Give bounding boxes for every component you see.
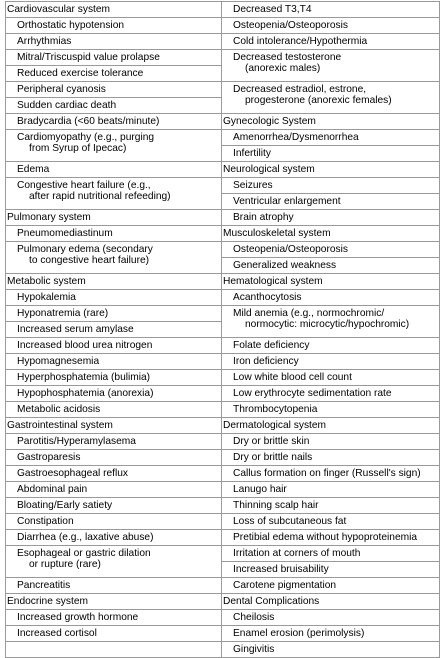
- left-section-header: [6, 594, 222, 610]
- left-list-item: [6, 50, 222, 66]
- left-list-item: [6, 402, 222, 418]
- right-list-item: [222, 546, 440, 562]
- right-list-item: [222, 338, 440, 354]
- right-section-header: [222, 274, 440, 290]
- table-row: [6, 130, 440, 146]
- cell-text-continued: (anorexic males): [245, 63, 321, 74]
- cell-text: Folate deficiency: [233, 340, 310, 351]
- right-list-item: [222, 370, 440, 386]
- cell-text: Irritation at corners of mouth: [233, 548, 361, 559]
- left-list-item: [6, 434, 222, 450]
- cell-text: Hypokalemia: [17, 292, 76, 303]
- right-list-item: [222, 642, 440, 658]
- cell-text: Pretibial edema without hypoproteinemia: [233, 532, 418, 543]
- table-row: [6, 82, 440, 98]
- right-list-item: [222, 434, 440, 450]
- left-list-item: [6, 178, 222, 210]
- left-section-header: [6, 418, 222, 434]
- left-list-item: [6, 306, 222, 322]
- right-list-item: [222, 18, 440, 34]
- cell-text: Carotene pigmentation: [233, 580, 337, 591]
- cell-text: Decreased testosterone: [233, 52, 342, 63]
- cell-text: Increased growth hormone: [17, 612, 139, 623]
- cell-text-continued: normocytic: microcytic/hypochromic): [245, 319, 410, 330]
- left-list-item: [6, 242, 222, 274]
- cell-text: Pulmonary system: [7, 212, 91, 223]
- cell-text-continued: to congestive heart failure): [29, 255, 150, 266]
- table-row: [6, 578, 440, 594]
- left-list-item: [6, 466, 222, 482]
- table-row: [6, 402, 440, 418]
- right-list-item: [222, 210, 440, 226]
- left-section-header: [6, 2, 222, 18]
- left-list-item: [6, 370, 222, 386]
- cell-text: Thinning scalp hair: [233, 500, 319, 511]
- table-row: [6, 642, 440, 658]
- cell-text: Callus formation on finger (Russell's sign): [233, 468, 421, 479]
- cell-text: Decreased T3,T4: [233, 4, 312, 15]
- cell-text: Generalized weakness: [233, 260, 337, 271]
- left-section-header: [6, 210, 222, 226]
- table-row: [6, 354, 440, 370]
- cell-text: Gastrointestinal system: [7, 420, 113, 431]
- right-list-item: [222, 482, 440, 498]
- left-list-item: [6, 162, 222, 178]
- left-list-item: [6, 34, 222, 50]
- cell-text: Gingivitis: [233, 644, 275, 655]
- cell-text: Diarrhea (e.g., laxative abuse): [17, 532, 154, 543]
- cell-text-continued: after rapid nutritional refeeding): [29, 191, 171, 202]
- table-row: [6, 434, 440, 450]
- cell-text: Hyperphosphatemia (bulimia): [17, 372, 151, 383]
- table-row: [6, 210, 440, 226]
- cell-text: Pulmonary edema (secondary: [17, 244, 153, 255]
- left-list-item: [6, 290, 222, 306]
- table-row: [6, 2, 440, 18]
- left-list-item: [6, 450, 222, 466]
- table-row: [6, 338, 440, 354]
- cell-text: Loss of subcutaneous fat: [233, 516, 347, 527]
- left-list-item: [6, 114, 222, 130]
- cell-text: Osteopenia/Osteoporosis: [233, 244, 348, 255]
- table-row: [6, 306, 440, 322]
- cell-text: Dermatological system: [223, 420, 327, 431]
- cell-text: Hypophosphatemia (anorexia): [17, 388, 154, 399]
- cell-text: Metabolic acidosis: [17, 404, 101, 415]
- cell-text: Increased blood urea nitrogen: [17, 340, 153, 351]
- cell-text: Dental Complications: [223, 596, 320, 607]
- right-list-item: [222, 530, 440, 546]
- cell-text: Pneumomediastinum: [17, 228, 113, 239]
- left-empty-cell: [6, 642, 222, 658]
- left-list-item: [6, 322, 222, 338]
- table-row: [6, 610, 440, 626]
- table-row: [6, 418, 440, 434]
- right-list-item: [222, 146, 440, 162]
- cell-text: Hyponatremia (rare): [17, 308, 109, 319]
- left-list-item: [6, 18, 222, 34]
- left-list-item: [6, 66, 222, 82]
- table-row: [6, 178, 440, 194]
- cell-text: Cheilosis: [233, 612, 275, 623]
- right-list-item: [222, 290, 440, 306]
- cell-text: Hematological system: [223, 276, 323, 287]
- cell-text: Parotitis/Hyperamylasema: [17, 436, 136, 447]
- right-list-item: [222, 50, 440, 82]
- right-list-item: [222, 178, 440, 194]
- right-section-header: [222, 594, 440, 610]
- cell-text: Cardiomyopathy (e.g., purging: [17, 132, 155, 143]
- table-row: [6, 514, 440, 530]
- cell-text: Gastroesophageal reflux: [17, 468, 128, 479]
- cell-text: Mitral/Triscuspid value prolapse: [17, 52, 160, 63]
- cell-text: Increased cortisol: [17, 628, 97, 639]
- cell-text: Seizures: [233, 180, 273, 191]
- cell-text: Arrhythmias: [17, 36, 72, 47]
- cell-text: Sudden cardiac death: [17, 100, 117, 111]
- left-list-item: [6, 386, 222, 402]
- right-list-item: [222, 562, 440, 578]
- left-list-item: [6, 530, 222, 546]
- right-list-item: [222, 130, 440, 146]
- right-list-item: [222, 242, 440, 258]
- cell-text: Low white blood cell count: [233, 372, 352, 383]
- cell-text: Constipation: [17, 516, 74, 527]
- left-list-item: [6, 354, 222, 370]
- right-list-item: [222, 2, 440, 18]
- right-list-item: [222, 514, 440, 530]
- cell-text: Gynecologic System: [223, 116, 316, 127]
- cell-text: Musculoskeletal system: [223, 228, 331, 239]
- cell-text: Brain atrophy: [233, 212, 294, 223]
- cell-text: Metabolic system: [7, 276, 86, 287]
- right-list-item: [222, 626, 440, 642]
- cell-text: Lanugo hair: [233, 484, 287, 495]
- right-list-item: [222, 354, 440, 370]
- cell-text: Increased serum amylase: [17, 324, 134, 335]
- left-list-item: [6, 578, 222, 594]
- cell-text: Orthostatic hypotension: [17, 20, 125, 31]
- table-row: [6, 226, 440, 242]
- cell-text: Decreased estradiol, estrone,: [233, 84, 367, 95]
- left-list-item: [6, 338, 222, 354]
- cell-text-continued: or rupture (rare): [29, 559, 101, 570]
- table-row: [6, 482, 440, 498]
- cell-text: Dry or brittle nails: [233, 452, 313, 463]
- right-list-item: [222, 386, 440, 402]
- cell-text: Endocrine system: [7, 596, 88, 607]
- table-row: [6, 34, 440, 50]
- cell-text: Hypomagnesemia: [17, 356, 100, 367]
- cell-text: Edema: [17, 164, 50, 175]
- cell-text: Reduced exercise tolerance: [17, 68, 144, 79]
- left-list-item: [6, 546, 222, 578]
- right-list-item: [222, 578, 440, 594]
- left-list-item: [6, 514, 222, 530]
- cell-text: Pancreatitis: [17, 580, 71, 591]
- table-row: [6, 594, 440, 610]
- right-list-item: [222, 610, 440, 626]
- cell-text: Iron deficiency: [233, 356, 299, 367]
- cell-text: Cold intolerance/Hypothermia: [233, 36, 368, 47]
- table-row: [6, 498, 440, 514]
- cell-text-continued: from Syrup of Ipecac): [29, 143, 127, 154]
- table-row: [6, 546, 440, 562]
- table-row: [6, 274, 440, 290]
- left-list-item: [6, 82, 222, 98]
- table-row: [6, 50, 440, 66]
- right-section-header: [222, 162, 440, 178]
- right-list-item: [222, 306, 440, 338]
- right-list-item: [222, 194, 440, 210]
- table-row: [6, 386, 440, 402]
- right-list-item: [222, 402, 440, 418]
- right-section-header: [222, 226, 440, 242]
- cell-text: Osteopenia/Osteoporosis: [233, 20, 348, 31]
- table-row: [6, 162, 440, 178]
- right-list-item: [222, 82, 440, 114]
- left-list-item: [6, 130, 222, 162]
- table-row: [6, 370, 440, 386]
- cell-text: Mild anemia (e.g., normochromic/: [233, 308, 385, 319]
- cell-text: Bloating/Early satiety: [17, 500, 113, 511]
- right-section-header: [222, 114, 440, 130]
- cell-text: Acanthocytosis: [233, 292, 302, 303]
- table-row: [6, 18, 440, 34]
- cell-text: Peripheral cyanosis: [17, 84, 106, 95]
- table-row: [6, 114, 440, 130]
- table-row: [6, 530, 440, 546]
- cell-text: Abdominal pain: [17, 484, 88, 495]
- cell-text: Dry or brittle skin: [233, 436, 310, 447]
- left-list-item: [6, 610, 222, 626]
- left-list-item: [6, 98, 222, 114]
- right-section-header: [222, 418, 440, 434]
- right-list-item: [222, 450, 440, 466]
- cell-text: Amenorrhea/Dysmenorrhea: [233, 132, 359, 143]
- cell-text: Bradycardia (<60 beats/minute): [17, 116, 160, 127]
- cell-text: Enamel erosion (perimolysis): [233, 628, 365, 639]
- table-row: [6, 242, 440, 258]
- table-row: [6, 290, 440, 306]
- cell-text: Infertility: [233, 148, 271, 159]
- cell-text: Low erythrocyte sedimentation rate: [233, 388, 392, 399]
- left-section-header: [6, 274, 222, 290]
- left-list-item: [6, 498, 222, 514]
- cell-text: Congestive heart failure (e.g.,: [17, 180, 151, 191]
- table-row: [6, 466, 440, 482]
- left-list-item: [6, 482, 222, 498]
- table-row: [6, 626, 440, 642]
- right-list-item: [222, 498, 440, 514]
- cell-text: Ventricular enlargement: [233, 196, 341, 207]
- cell-text: Esophageal or gastric dilation: [17, 548, 151, 559]
- complications-table-body: [6, 2, 440, 658]
- right-list-item: [222, 466, 440, 482]
- complications-table: [5, 1, 440, 658]
- cell-text: Increased bruisability: [233, 564, 329, 575]
- left-list-item: [6, 626, 222, 642]
- cell-text-continued: progesterone (anorexic females): [245, 95, 392, 106]
- cell-text: Neurological system: [223, 164, 315, 175]
- table-row: [6, 450, 440, 466]
- right-list-item: [222, 34, 440, 50]
- right-list-item: [222, 258, 440, 274]
- complications-table-wrapper: [5, 1, 439, 658]
- cell-text: Thrombocytopenia: [233, 404, 318, 415]
- cell-text: Gastroparesis: [17, 452, 81, 463]
- left-list-item: [6, 226, 222, 242]
- cell-text: Cardiovascular system: [7, 4, 111, 15]
